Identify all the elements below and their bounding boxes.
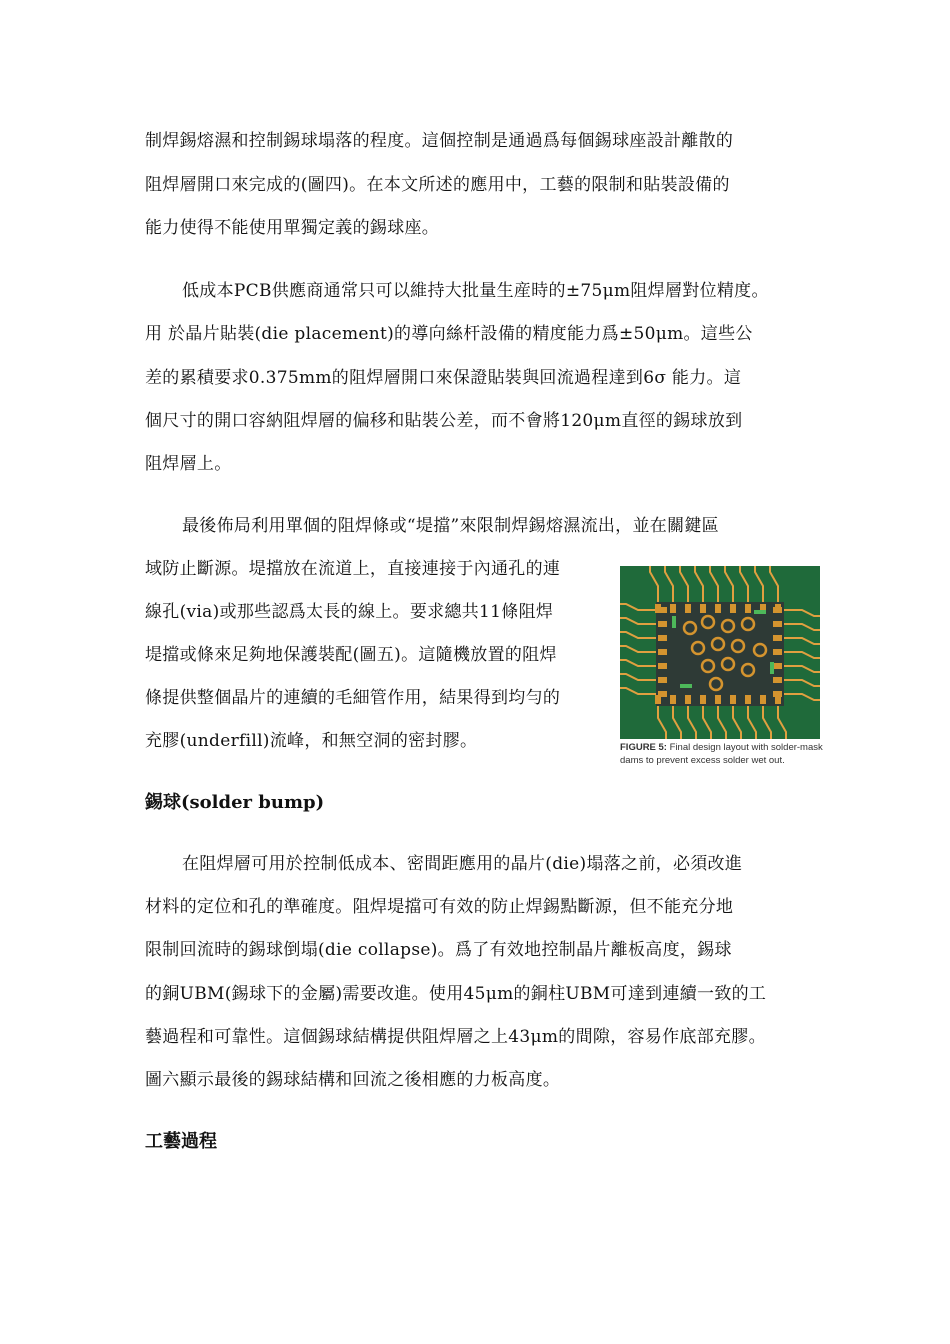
pcb-pad (773, 691, 782, 697)
paragraph-1-line-2: 阻焊層開口來完成的(圖四)。在本文所述的應用中，工藝的限制和貼裝設備的 (145, 175, 730, 195)
pcb-layout-drawing (620, 566, 820, 739)
pcb-pad (658, 621, 667, 627)
pcb-pad (685, 604, 691, 613)
paragraph-3-line-1: 最後佈局利用單個的阻焊條或“堤擋”來限制焊錫熔濕流出，並在關鍵區 (182, 516, 719, 536)
pcb-pad (685, 695, 691, 704)
pcb-via-hole (688, 626, 692, 630)
paragraph-1-line-1: 制焊錫熔濕和控制錫球塌落的程度。這個控制是通過爲每個錫球座設計離散的 (145, 131, 734, 151)
paragraph-2-line-5: 阻焊層上。 (145, 454, 232, 474)
paragraph-4-line-3: 限制回流時的錫球倒塌(die collapse)。爲了有效地控制晶片離板高度，錫球 (145, 940, 732, 960)
pcb-pad (658, 635, 667, 641)
pcb-via-hole (746, 668, 750, 672)
pcb-via-hole (706, 620, 710, 624)
pcb-pad (730, 695, 736, 704)
pcb-pad (760, 695, 766, 704)
paragraph-3-line-4: 堤擋或條來足夠地保護裝配(圖五)。這隨機放置的阻焊 (145, 645, 557, 665)
pcb-pad (715, 695, 721, 704)
pcb-pad (658, 663, 667, 669)
paragraph-2-line-4: 個尺寸的開口容納阻焊層的偏移和貼裝公差，而不會將120μm直徑的錫球放到 (145, 411, 743, 431)
pcb-pad (773, 607, 782, 613)
paragraph-2-line-1: 低成本PCB供應商通常只可以維持大批量生産時的±75μm阻焊層對位精度。 (182, 281, 769, 301)
pcb-pad (745, 604, 751, 613)
figure-5-caption (620, 741, 830, 767)
pcb-via-hole (726, 662, 730, 666)
pcb-solder-mask-dam (680, 684, 692, 688)
pcb-pad (700, 604, 706, 613)
pcb-pad (658, 649, 667, 655)
pcb-pad (745, 695, 751, 704)
pcb-via-hole (696, 646, 700, 650)
paragraph-4-line-4: 的銅UBM(錫球下的金屬)需要改進。使用45μm的銅柱UBM可達到連續一致的工 (145, 984, 767, 1004)
paragraph-2-line-3: 差的累積要求0.375mm的阻焊層開口來保證貼裝與回流過程達到6σ 能力。這 (145, 368, 742, 388)
paragraph-3-line-2: 域防止斷源。堤擋放在流道上，直接連接于內通孔的連 (145, 559, 561, 579)
pcb-via-hole (758, 648, 762, 652)
pcb-pad (670, 604, 676, 613)
pcb-pad (658, 691, 667, 697)
pcb-pad (773, 635, 782, 641)
pcb-solder-mask-dam (754, 610, 766, 614)
figure-5-caption-text: Final design layout with solder-mask dams to prevent excess solder wet out. (620, 742, 823, 766)
pcb-solder-mask-dam (770, 662, 774, 674)
paragraph-3-line-5: 條提供整個晶片的連續的毛細管作用，結果得到均勻的 (145, 688, 561, 708)
pcb-via-hole (706, 664, 710, 668)
pcb-via-hole (716, 642, 720, 646)
paragraph-3-line-3: 線孔(via)或那些認爲太長的線上。要求總共11條阻焊 (145, 602, 554, 622)
pcb-pad (715, 604, 721, 613)
figure-5-caption-label: FIGURE 5: (620, 742, 667, 753)
paragraph-4-line-6: 圖六顯示最後的錫球結構和回流之後相應的力板高度。 (145, 1070, 561, 1090)
paragraph-4-line-2: 材料的定位和孔的準確度。阻焊堤擋可有效的防止焊錫點斷源，但不能充分地 (145, 897, 734, 917)
paragraph-1-line-3: 能力使得不能使用單獨定義的錫球座。 (145, 218, 440, 238)
pcb-pad (658, 607, 667, 613)
paragraph-4-line-5: 藝過程和可靠性。這個錫球結構提供阻焊層之上43μm的間隙，容易作底部充膠。 (145, 1027, 766, 1047)
pcb-pad (773, 663, 782, 669)
pcb-via-hole (714, 682, 718, 686)
pcb-pad (658, 677, 667, 683)
paragraph-4-line-1: 在阻焊層可用於控制低成本、密間距應用的晶片(die)塌落之前，必須改進 (182, 854, 743, 874)
paragraph-2-line-2: 用 於晶片貼裝(die placement)的導向絲杆設備的精度能力爲±50μm。這些公 (145, 324, 753, 344)
figure-5-pcb-layout-image (620, 566, 820, 739)
pcb-pad (730, 604, 736, 613)
pcb-pad (773, 621, 782, 627)
pcb-via-hole (736, 644, 740, 648)
pcb-via-hole (746, 622, 750, 626)
paragraph-3-line-6: 充膠(underfill)流峰，和無空洞的密封膠。 (145, 731, 478, 751)
pcb-via-hole (726, 624, 730, 628)
pcb-pad (773, 677, 782, 683)
pcb-pad (700, 695, 706, 704)
pcb-pad (773, 649, 782, 655)
section-heading-process: 工藝過程 (145, 1131, 217, 1152)
pcb-pad (670, 695, 676, 704)
pcb-solder-mask-dam (672, 616, 676, 628)
section-heading-solder-bump: 錫球(solder bump) (145, 792, 325, 813)
